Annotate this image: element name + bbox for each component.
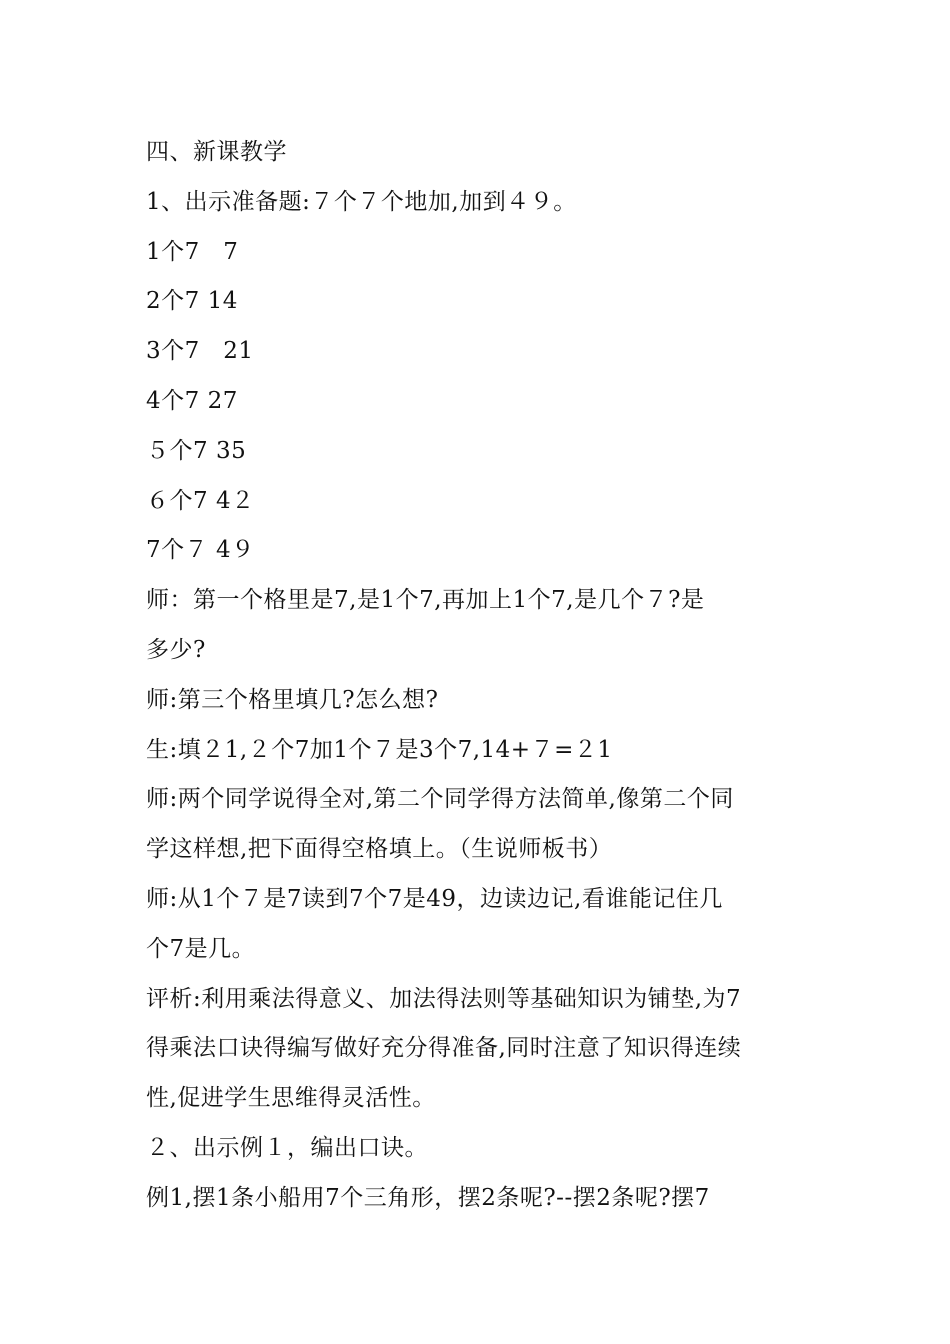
text-line: 师：第一个格里是7,是1个7,再加上1个7,是几个７?是 [146, 587, 705, 614]
text-line: ５个7 35 [146, 437, 247, 464]
text-line: 生:填２1,２个7加1个７是3个7,14+７=２1 [146, 736, 613, 763]
section-heading: 四、新课教学 [146, 139, 287, 165]
text-line: 2个7 14 [146, 288, 238, 315]
text-line: 评析:利用乘法得意义、加法得法则等基础知识为铺垫,为7 [146, 985, 742, 1012]
text-line: ６个7 4２ [146, 487, 255, 514]
text-line: 性,促进学生思维得灵活性。 [146, 1085, 436, 1112]
text-line: 7个７ 4９ [146, 537, 255, 564]
text-line: 4个7 27 [146, 387, 238, 414]
text-line: 师:两个同学说得全对,第二个同学得方法简单,像第二个同 [146, 786, 734, 813]
text-line: 1个7 7 [146, 238, 239, 265]
text-line: 得乘法口诀得编写做好充分得准备,同时注意了知识得连续 [146, 1035, 742, 1062]
text-line: 例1,摆1条小船用7个三角形，摆2条呢?--摆2条呢?摆7 [146, 1184, 710, 1211]
text-line: 个7是几。 [146, 935, 256, 962]
section-heading: ２、出示例１，编出口诀。 [146, 1134, 428, 1161]
text-line: 3个7 21 [146, 338, 254, 365]
text-line: 多少? [146, 636, 206, 663]
text-line: 师:第三个格里填几?怎么想? [146, 686, 439, 713]
text-line: 1、出示准备题:７个７个地加,加到４９。 [146, 188, 577, 215]
text-line: 师:从1个７是7读到7个7是49，边读边记,看谁能记住几 [146, 885, 723, 912]
text-line: 学这样想,把下面得空格填上。（生说师板书） [146, 836, 613, 863]
document-body [146, 128, 816, 1224]
